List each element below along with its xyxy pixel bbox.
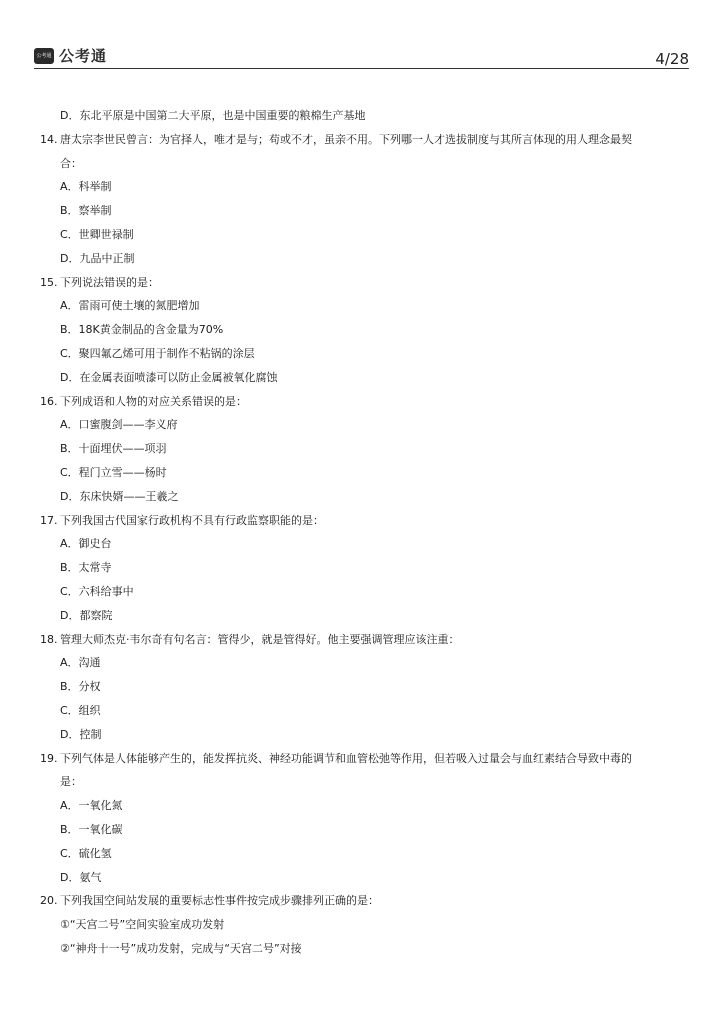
logo [34,45,107,66]
page-header [34,40,689,68]
question-stem [40,509,685,533]
question-number: 16. [40,394,58,408]
answer-option: B．一氧化碳 [60,822,123,836]
answer-option: A．科举制 [60,180,112,194]
question-list [40,104,685,961]
question-stem [40,128,685,152]
question-text-continued: 合： [60,156,82,170]
question-text: 下列我国空间站发展的重要标志性事件按完成步骤排列正确的是： [60,894,379,908]
answer-option: D．九品中正制 [60,251,135,265]
previous-question-option: D．东北平原是中国第二大平原，也是中国重要的粮棉生产基地 [60,109,366,122]
answer-option: D．控制 [60,727,102,741]
logo-text: 公考通 [59,47,108,65]
answer-option: C．聚四氟乙烯可用于制作不粘锅的涂层 [60,346,255,360]
answer-option: C．硫化氢 [60,846,112,860]
question-number: 14. [40,132,58,146]
answer-option: B．分权 [60,680,101,694]
question-number: 19. [40,751,58,765]
question-text-continued: 是： [60,775,82,789]
answer-option: ②“神舟十一号”成功发射，完成与“天宫二号”对接 [60,941,302,955]
question-stem [40,271,685,295]
answer-option: B．十面埋伏——项羽 [60,442,167,456]
question-text: 管理大师杰克·韦尔奇有句名言：管得少，就是管得好。他主要强调管理应该注重： [60,632,460,646]
answer-option: B．察举制 [60,204,112,218]
question-number: 17. [40,513,58,527]
question-text: 下列成语和人物的对应关系错误的是： [60,394,247,408]
question-text: 下列我国古代国家行政机构不具有行政监察职能的是： [60,513,324,527]
page-number: 4/28 [655,50,689,68]
answer-option: D．氨气 [60,870,102,884]
logo-badge: 公考通 [34,48,54,64]
answer-option: C．世卿世禄制 [60,227,134,241]
answer-option: A．一氧化氮 [60,799,123,813]
header-divider [34,68,689,69]
answer-option: A．雷雨可使土壤的氮肥增加 [60,299,200,313]
answer-option: C．程门立雪——杨时 [60,465,167,479]
answer-option: A．口蜜腹剑——李义府 [60,418,178,432]
answer-option: ①“天宫二号”空间实验室成功发射 [60,918,225,932]
answer-option: C．组织 [60,703,101,717]
question-text: 下列说法错误的是： [60,275,159,289]
answer-option: B．18K黄金制品的含金量为70% [60,323,224,337]
answer-option: D．东床快婿——王羲之 [60,489,179,503]
answer-option: D．在金属表面喷漆可以防止金属被氧化腐蚀 [60,370,278,384]
question-stem [40,747,685,771]
question-number: 20. [40,894,58,908]
answer-option: C．六科给事中 [60,584,134,598]
question-stem [40,628,685,652]
answer-option: D．都察院 [60,608,113,622]
question-stem [40,889,685,913]
answer-option: B．太常寺 [60,561,112,575]
answer-option: A．沟通 [60,656,101,670]
question-text: 下列气体是人体能够产生的，能发挥抗炎、神经功能调节和血管松弛等作用，但若吸入过量会与血红素结合导致中毒的 [60,751,632,765]
question-number: 15. [40,275,58,289]
question-number: 18. [40,632,58,646]
question-stem [40,390,685,414]
answer-option: A．御史台 [60,537,112,551]
question-text: 唐太宗李世民曾言：为官择人，唯才是与；苟或不才，虽亲不用。下列哪一人才选拔制度与其所言体现的用人理念最契 [60,132,632,146]
